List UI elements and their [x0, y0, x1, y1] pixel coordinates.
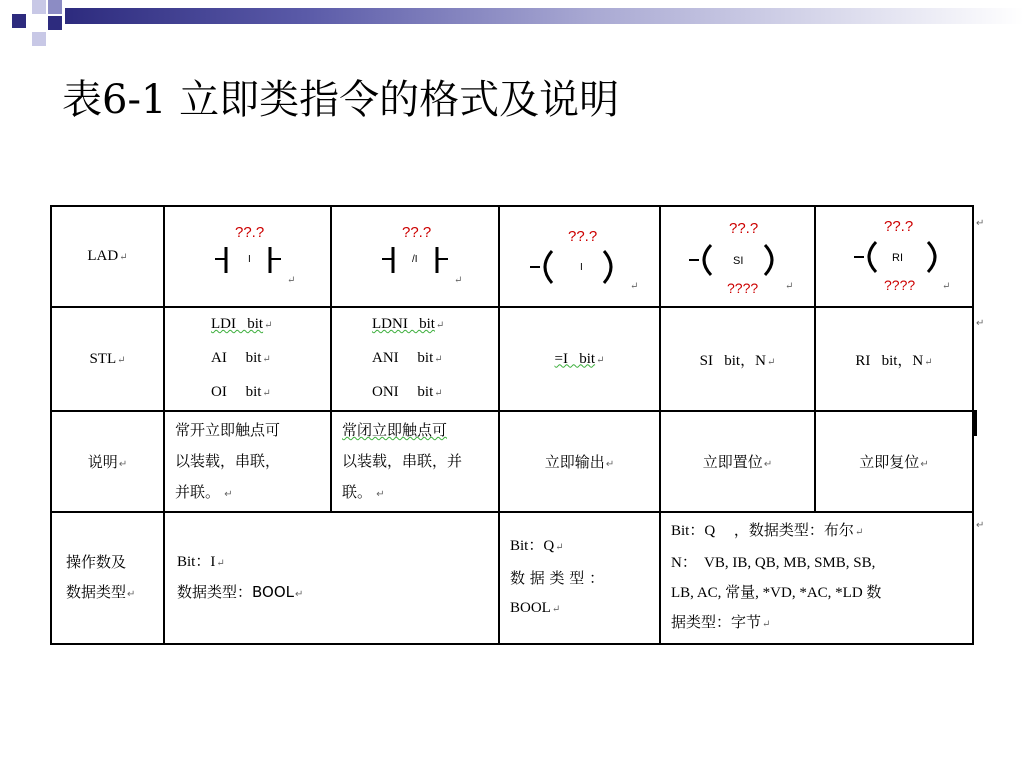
ops-cell-input: Bit：I↵ 数据类型：BOOL↵	[164, 512, 499, 644]
lad-label: ??.?	[568, 228, 598, 245]
desc-line: 以装载，串联，并	[342, 452, 463, 470]
stl-line: AI bit	[211, 350, 262, 366]
lad-contact-no: ??.? I ↵	[164, 206, 331, 307]
row-end-mark: ↵	[976, 520, 985, 531]
lad-symbol: RI	[892, 252, 903, 264]
stl-line: LDNI bit	[372, 316, 435, 332]
ops-line: Bit：I	[177, 553, 216, 570]
row-lad	[51, 206, 973, 307]
slide-title: 表6-1 立即类指令的格式及说明	[62, 77, 620, 123]
desc-line: 常闭立即触点可	[342, 421, 448, 439]
stl-line: OI bit	[211, 384, 262, 400]
lad-bottom: ????	[727, 280, 759, 296]
header-decoration	[0, 0, 1024, 50]
lad-coil-out: ??.? I ↵	[499, 206, 660, 307]
row-stl	[51, 307, 973, 411]
lad-label: ??.?	[402, 224, 432, 241]
deco-square-light2	[32, 32, 46, 46]
stl-cell-4: SI bit，N↵	[660, 307, 815, 411]
deco-square-light	[32, 0, 46, 14]
stl-cell-3: =I bit↵	[499, 307, 660, 411]
stl-line: ANI bit	[372, 350, 434, 366]
deco-gradient-bar	[65, 8, 1024, 24]
stl-cell-1: LDI bit↵ AI bit↵ OI bit↵	[164, 307, 331, 411]
desc-cell-2: 常闭立即触点可 以装载，串联，并 联。 ↵	[331, 411, 499, 512]
ops-cell-output: Bit：Q↵ 数 据 类 型 ： BOOL↵	[499, 512, 660, 644]
stl-line: LDI bit	[211, 316, 264, 332]
ops-line: 据类型：字节	[671, 615, 762, 631]
desc-line: 以装载，串联，	[175, 452, 281, 470]
stl-cell-2: LDNI bit↵ ANI bit↵ ONI bit↵	[331, 307, 499, 411]
desc-cell-3: 立即输出↵	[499, 411, 660, 512]
lad-symbol: I	[580, 262, 583, 273]
lad-bottom: ????	[884, 277, 916, 293]
lad-label: ??.?	[884, 218, 914, 235]
instruction-table	[50, 205, 974, 645]
desc-line: 常开立即触点可	[175, 421, 281, 439]
row-end-mark: ↵	[976, 318, 985, 329]
stl-cell-5: RI bit，N↵	[815, 307, 973, 411]
ops-line: 数据类型：BOOL	[177, 582, 294, 601]
lad-symbol: SI	[733, 255, 744, 267]
lad-symbol: /I	[412, 254, 418, 265]
ops-line: Bit：Q ，数据类型：布尔	[671, 523, 854, 539]
header-lad: LAD↵	[51, 206, 164, 307]
desc-cell-1: 常开立即触点可 以装载，串联， 并联。 ↵	[164, 411, 331, 512]
desc-cell-5: 立即复位↵	[815, 411, 973, 512]
lad-symbol: I	[248, 254, 251, 265]
row-end-mark: ↵	[976, 218, 985, 229]
lad-coil-reset: ??.? RI ???? ↵	[815, 206, 973, 307]
ops-line: LB, AC, 常量, *VD, *AC, *LD 数	[671, 585, 882, 601]
row-operands	[51, 512, 973, 644]
row-end-bar	[973, 410, 977, 436]
ops-line: Bit：Q	[510, 538, 555, 554]
stl-line: ONI bit	[372, 384, 434, 400]
deco-square-dark	[12, 14, 26, 28]
desc-cell-4: 立即置位↵	[660, 411, 815, 512]
ops-line: 数 据 类 型 ：	[510, 569, 605, 587]
header-ops: 操作数及 数据类型↵	[51, 512, 164, 644]
ops-cell-setreset: Bit：Q ，数据类型：布尔↵ N： VB, IB, QB, MB, SMB, SB, LB, AC, 常量, *VD, *AC, *LD 数 据类型：字节↵	[660, 512, 973, 644]
desc-line: 联。	[342, 483, 373, 501]
deco-square-mid	[48, 0, 62, 14]
lad-label: ??.?	[235, 224, 265, 241]
ops-line: N： VB, IB, QB, MB, SMB, SB,	[671, 555, 876, 571]
ops-line: BOOL	[510, 600, 551, 616]
desc-line: 并联。	[175, 483, 221, 501]
row-description	[51, 411, 973, 512]
deco-square-dark2	[48, 16, 62, 30]
lad-contact-nc: ??.? /I ↵	[331, 206, 499, 307]
contact-nc-icon	[332, 207, 498, 304]
lad-label: ??.?	[729, 220, 759, 237]
contact-no-icon	[165, 207, 330, 304]
header-stl: STL↵	[51, 307, 164, 411]
lad-coil-set: ??.? SI ???? ↵	[660, 206, 815, 307]
header-desc: 说明↵	[51, 411, 164, 512]
